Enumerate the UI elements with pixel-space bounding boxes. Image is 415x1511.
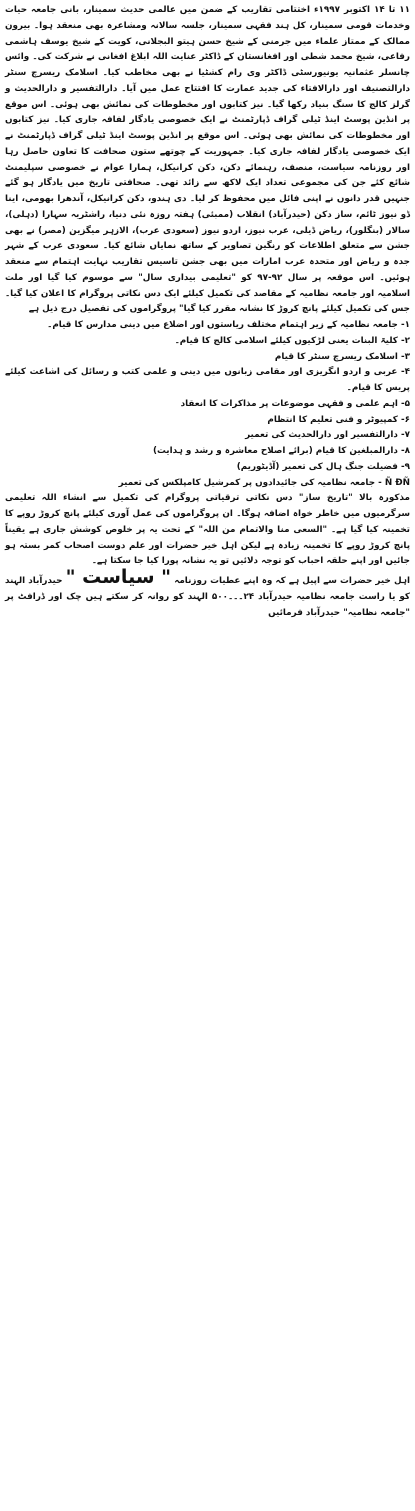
list-item: ۵- اہم علمی و فقہی موضوعات پر مذاکرات کا انعقاد bbox=[180, 398, 410, 409]
list-item: ۸- دارالمبلغین کا قیام (برائے اصلاح معاشرہ و رشد و ہدایت) bbox=[152, 446, 410, 456]
intro-paragraph: ۱۱ تا ۱۴ اکتوبر ۱۹۹۷ء اختتامی تقاریب کے ضمن میں عالمی حدیث سمینار، بانی جامعہ حیات وخدمات قومی سمینار، کل ہند فقہی سمینار، جلسہ سالانہ ومشاعرہ بھی منعقد ہوا۔ بیرون ممالک کے ممتاز علماء میں جرمنی کے شیخ حسن ہیتو البجلانی، کویت کے شیخ یوسف ہاشمی رفاعی، شیخ محمد شطی اور افغانستان کے ڈاکٹر عنایت اللہ ابلاغ افغانی نے شرکت کی۔ وائس چانسلر عثمانیہ یونیورسٹی ڈاکٹر وی رام کشٹیا نے بھی مخاطب کیا۔ اسلامک ریسرچ سنٹر دارالتصنیف اور دارالافتاء کی جدید عمارت کا افتتاح عمل میں آیا۔ دارالتفسیر و دارالحدیث و گرلز کالج کا سنگ بنیاد رکھا گیا۔ نیز کتابوں اور مخطوطات کی نمائش بھی ہوئی۔ اس موقع پر انڈین پوسٹ اینڈ ٹیلی گراف ڈپارٹمنٹ نے ایک خصوصی یادگار لفافہ جاری کیا۔ نیز کتابوں اور مخطوطات کی نمائش بھی ہوئی۔ اس موقع پر انڈین پوسٹ اینڈ ٹیلی گراف ڈپارٹمنٹ نے ایک خصوصی یادگار لفافہ جاری کیا۔ جمہوریت کے چوتھے ستون صحافت کا تعاون حاصل رہا اور روزنامہ سیاست، منصف، رہنمائے دکن، دکن کرانیکل، ہمارا عوام نے خصوصی سپلیمنٹ شائع کئے جن کی مجموعی تعداد ایک لاکھ سے زائد تھی۔ صحافتی تاریخ میں یادگار ہو گئے جنہیں قدر دانوں نے اپنی فائل میں محفوظ کر لیا۔ دی ہندو، دکن کرانیکل، آندھرا بھومی، اینا ڈو نیوز ٹائم، ساز دکن (حیدرآباد) انقلاب (ممبئی) ہفتہ روزہ نئی دنیا، راشٹریہ سہارا (دہلی)، سالار (بنگلور)، ریاض ڈیلی، عرب نیوز، اردو نیوز (سعودی عرب)، الازہر میگزین (مصر) نے بھی جشن سے متعلق اطلاعات کو رنگین تصاویر کے ساتھ نمایاں شائع کیا۔ سعودی عرب کے شہر جدہ و ریاض اور متحدہ عرب امارات میں بھی جشن تاسیس تقاریب نہایت اہتمام سے منعقد ہوئیں۔ اس موقعہ پر سال ۹۲-۹۷ کو "تعلیمی بیداری سال" سے موسوم کیا گیا اور ملت اسلامیہ اور جامعہ نظامیہ کے مقاصد کی تکمیل کیلئے ایک دس نکاتی پروگرام کا اعلان کیا گیا۔ جس کی تکمیل کیلئے پانچ کروڑ کا نشانہ مقرر کیا گیا" پروگراموں کی تفصیل درج ذیل ہے bbox=[5, 5, 411, 315]
appeal-lead: اہل خیر حضرات سے اپیل ہے کہ وہ اپنے عطیات روزنامہ bbox=[174, 576, 410, 586]
list-item: ۴- عربی و اردو انگریزی اور مقامی زبانوں میں دینی و علمی کتب و رسائل کی اشاعت کیلئے پریس کا قیام۔ bbox=[5, 367, 410, 393]
list-item: ۶- کمپیوٹر و فنی تعلیم کا انتظام bbox=[267, 414, 410, 425]
list-item: ۱- جامعہ نظامیہ کے زیر اہتمام مختلف ریاستوں اور اضلاع میں دینی مدارس کا قیام۔ bbox=[47, 320, 410, 330]
list-item: ۲- کلیۃ البنات یعنی لڑکیوں کیلئے اسلامی کالج کا قیام۔ bbox=[174, 335, 410, 346]
list-item: ۹- فضیلت جنگ ہال کی تعمیر (آڈیٹوریم) bbox=[236, 461, 410, 472]
program-list bbox=[5, 318, 410, 491]
list-item: ۳- اسلامک ریسرچ سنٹر کا قیام bbox=[274, 351, 410, 362]
appeal-rest: حیدرآباد الہند کو یا راست جامعہ نظامیہ حیدرآباد ۲۴۔۔۔۵۰۰ الہند کو روانہ کر سکتے ہیں چک اور ڈرافٹ پر "جامعہ نظامیہ" حیدرآباد فرمائیں bbox=[5, 576, 410, 618]
newspaper-name: " سیاست " bbox=[65, 566, 172, 588]
list-item: ۷- دارالتفسیر اور دارالحدیث کی تعمیر bbox=[245, 430, 410, 441]
conclusion-paragraph: مذکورہ بالا "تاریخ ساز" دس نکاتی ترقیاتی پروگرام کی تکمیل سے انشاء اللہ تعلیمی سرگرمیوں میں خاطر خواہ اضافہ ہوگا۔ ان پروگراموں کی عمل آوری کیلئے پانچ کروڑ روپے کا تخمینہ کیا گیا ہے۔ "السعی منا والاتمام من اللہ" کے تحت یہ پر خلوص کوشش جاری ہے یقیناً پانچ کروڑ روپے کا تخمینہ زیادہ ہے لیکن اہل خیر حضرات اور علم دوست اصحاب کمر بستہ ہو جائیں اور اپنے حلقہ احباب کو توجہ دلائیں تو یہ نشانہ پورا کیا جا سکتا ہے۔ bbox=[5, 493, 410, 567]
list-item: Ñ ÐÑ - جامعہ نظامیہ کی جائیدادوں پر کمرشیل کامپلکس کی تعمیر bbox=[118, 477, 410, 488]
appeal-paragraph bbox=[5, 566, 410, 621]
